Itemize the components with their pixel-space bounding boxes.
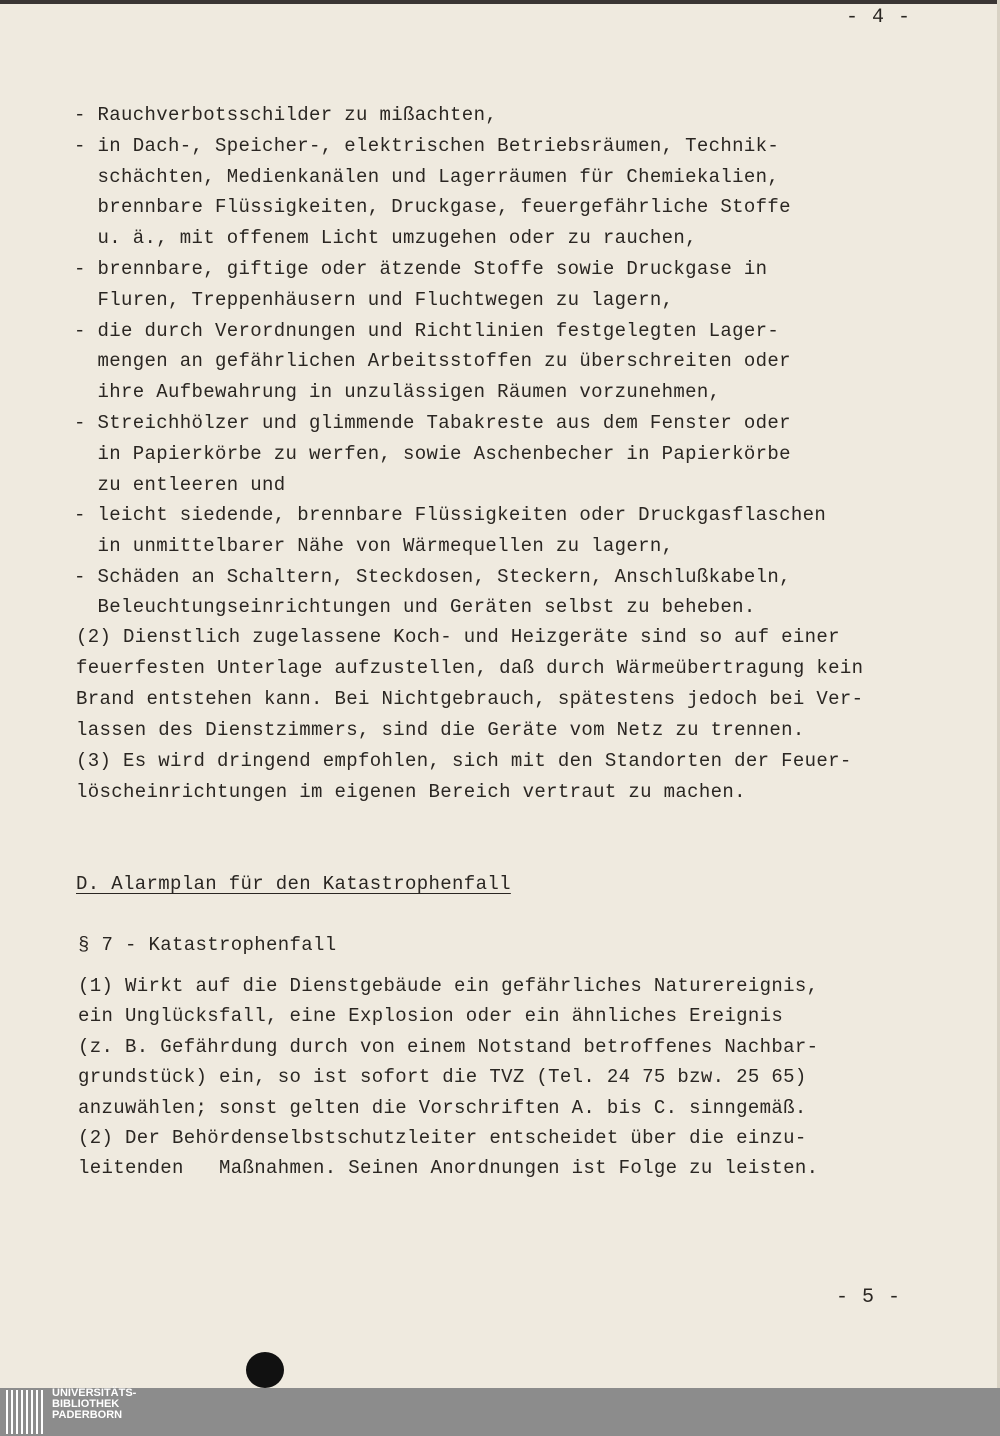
paragraph-title: § 7 - Katastrophenfall [78, 934, 337, 956]
section-line: (1) Wirkt auf die Dienstgebäude ein gefährliches Naturereignis, [78, 975, 819, 997]
page-number-bottom: - 5 - [836, 1286, 902, 1309]
section-line: leitenden Maßnahmen. Seinen Anordnungen ist Folge zu leisten. [78, 1157, 819, 1179]
section-line: ein Unglücksfall, eine Explosion oder ein ähnliches Ereignis [78, 1005, 784, 1027]
section-line: anzuwählen; sonst gelten die Vorschriften A. bis C. sinngemäß. [78, 1097, 807, 1119]
body-line: ihre Aufbewahrung in unzulässigen Räumen vorzunehmen, [74, 381, 721, 403]
section-line: (2) Der Behördenselbstschutzleiter entscheidet über die einzu- [78, 1127, 807, 1149]
section-heading: D. Alarmplan für den Katastrophenfall [76, 873, 511, 895]
body-line: - in Dach-, Speicher-, elektrischen Betriebsräumen, Technik- [74, 135, 780, 157]
body-line: mengen an gefährlichen Arbeitsstoffen zu überschreiten oder [74, 350, 791, 372]
punch-hole [246, 1352, 284, 1388]
body-line: Fluren, Treppenhäusern und Fluchtwegen zu lagern, [74, 289, 674, 311]
page-number-top: - 4 - [846, 6, 912, 29]
body-line: feuerfesten Unterlage aufzustellen, daß durch Wärmeübertragung kein [76, 657, 864, 679]
body-line: brennbare Flüssigkeiten, Druckgase, feuergefährliche Stoffe [74, 196, 791, 218]
body-line: - Schäden an Schaltern, Steckdosen, Steckern, Anschlußkabeln, [74, 566, 791, 588]
body-line: löscheinrichtungen im eigenen Bereich vertraut zu machen. [76, 781, 746, 803]
library-logo-icon [6, 1390, 46, 1434]
section-line: (z. B. Gefährdung durch von einem Notstand betroffenes Nachbar- [78, 1036, 819, 1058]
body-line: (2) Dienstlich zugelassene Koch- und Heizgeräte sind so auf einer [76, 626, 840, 648]
body-line: - Rauchverbotsschilder zu mißachten, [74, 104, 498, 126]
body-line: schächten, Medienkanälen und Lagerräumen für Chemiekalien, [74, 166, 780, 188]
library-logo-text [52, 1388, 136, 1421]
logo-line: BIBLIOTHEK [52, 1398, 120, 1410]
body-line: lassen des Dienstzimmers, sind die Geräte vom Netz zu trennen. [76, 719, 805, 741]
body-line: Brand entstehen kann. Bei Nichtgebrauch, spätestens jedoch bei Ver- [76, 688, 864, 710]
footer-bar [0, 1388, 1000, 1436]
top-edge-line [0, 0, 1000, 4]
body-line: in Papierkörbe zu werfen, sowie Aschenbecher in Papierkörbe [74, 443, 791, 465]
body-line: - leicht siedende, brennbare Flüssigkeiten oder Druckgasflaschen [74, 504, 827, 526]
body-line: - brennbare, giftige oder ätzende Stoffe sowie Druckgase in [74, 258, 768, 280]
logo-line: UNIVERSITÄTS- [52, 1387, 137, 1399]
body-line: Beleuchtungseinrichtungen und Geräten selbst zu beheben. [74, 596, 756, 618]
body-line: u. ä., mit offenem Licht umzugehen oder zu rauchen, [74, 227, 697, 249]
body-line: zu entleeren und [74, 474, 286, 496]
section-line: grundstück) ein, so ist sofort die TVZ (Tel. 24 75 bzw. 25 65) [78, 1066, 807, 1088]
body-line: - Streichhölzer und glimmende Tabakreste aus dem Fenster oder [74, 412, 791, 434]
body-line: in unmittelbarer Nähe von Wärmequellen zu lagern, [74, 535, 674, 557]
body-line: (3) Es wird dringend empfohlen, sich mit den Standorten der Feuer- [76, 750, 852, 772]
logo-line: PADERBORN [52, 1409, 123, 1421]
body-line: - die durch Verordnungen und Richtlinien festgelegten Lager- [74, 320, 780, 342]
